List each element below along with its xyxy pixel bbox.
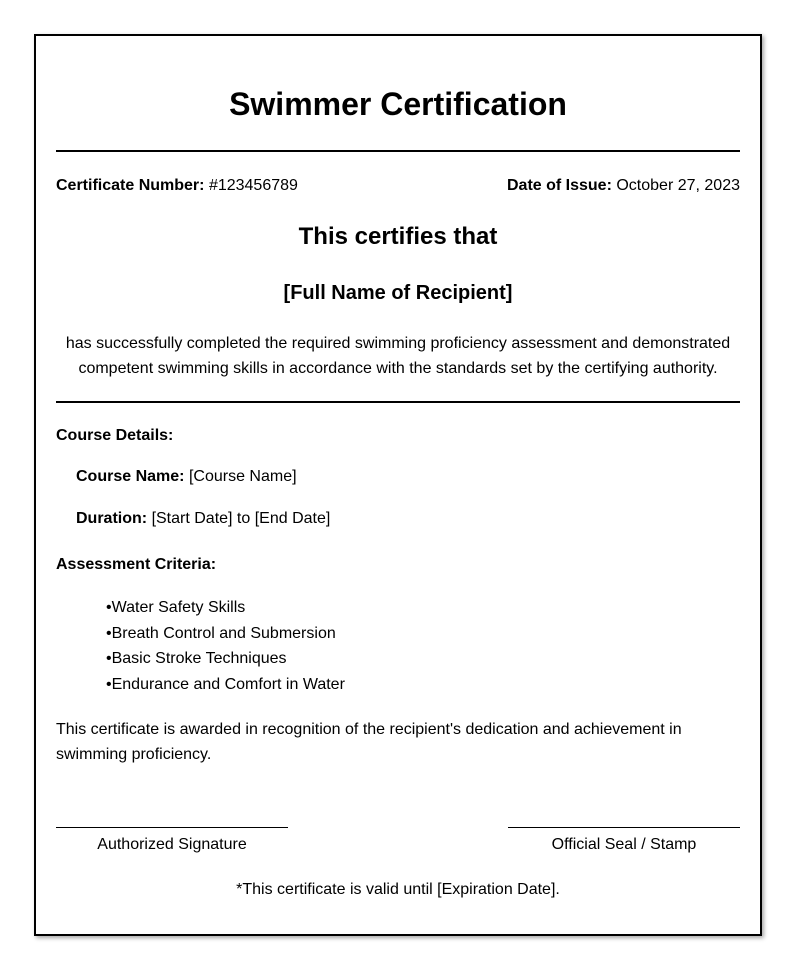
criteria-item: • Breath Control and Submersion xyxy=(106,621,345,647)
duration-label: Duration: xyxy=(76,510,148,527)
certificate xyxy=(34,34,762,936)
assessment-criteria-heading: Assessment Criteria: xyxy=(56,556,217,573)
criteria-item: • Endurance and Comfort in Water xyxy=(106,672,345,698)
signature-block xyxy=(56,827,288,854)
criteria-item: • Water Safety Skills xyxy=(106,595,345,621)
certificate-meta xyxy=(56,177,740,195)
seal-block xyxy=(508,827,740,854)
divider-middle xyxy=(56,401,740,403)
certificate-title: Swimmer Certification xyxy=(229,86,567,122)
recipient-name: [Full Name of Recipient] xyxy=(283,282,513,304)
course-name-value: [Course Name] xyxy=(188,468,297,485)
course-name-label: Course Name: xyxy=(76,468,185,485)
divider-top xyxy=(56,150,740,152)
certificate-number-value: #123456789 xyxy=(208,177,298,194)
completion-statement: has successfully completed the required swimming proficiency assessment and demonstrated competent swimming skills in accordance with the standards set by the certifying authority. xyxy=(65,335,731,377)
certificate-number-label: Certificate Number: xyxy=(56,177,205,194)
course-details-heading: Course Details: xyxy=(56,427,174,444)
certificate-number xyxy=(56,177,298,195)
date-of-issue-label: Date of Issue: xyxy=(506,177,612,194)
assessment-criteria-list xyxy=(106,595,345,698)
certifies-heading: This certifies that xyxy=(298,223,498,250)
seal-label: Official Seal / Stamp xyxy=(551,836,697,853)
seal-line xyxy=(508,827,740,828)
date-of-issue xyxy=(507,177,740,195)
date-of-issue-value: October 27, 2023 xyxy=(616,177,740,194)
course-name xyxy=(76,468,297,486)
validity-note: *This certificate is valid until [Expiration Date]. xyxy=(236,881,560,898)
signature-line xyxy=(56,827,288,828)
duration-value: [Start Date] to [End Date] xyxy=(151,510,331,527)
criteria-item: • Basic Stroke Techniques xyxy=(106,646,345,672)
recognition-statement: This certificate is awarded in recognition of the recipient's dedication and achievement in swimming proficiency. xyxy=(56,721,682,763)
course-duration xyxy=(76,510,330,528)
signature-label: Authorized Signature xyxy=(97,836,247,853)
